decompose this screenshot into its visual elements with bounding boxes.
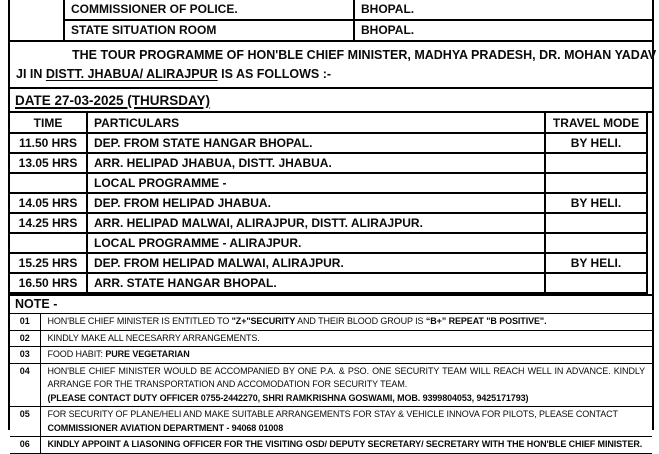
schedule-travel-mode-cell: BY HELI. bbox=[545, 193, 647, 213]
note-text bbox=[40, 407, 652, 437]
schedule-time-cell: 16.50 HRS bbox=[10, 273, 87, 293]
schedule-particulars-cell: ARR. HELIPAD MALWAI, ALIRAJPUR, DISTT. ALIRAJPUR. bbox=[87, 213, 545, 233]
schedule-particulars-cell: LOCAL PROGRAMME - ALIRAJPUR. bbox=[87, 233, 545, 253]
note-text-line: KINDLY MAKE ALL NECESARRY ARRANGEMENTS. bbox=[47, 332, 260, 343]
note-row bbox=[10, 347, 652, 364]
date-heading bbox=[10, 87, 652, 113]
schedule-particulars-cell: DEP. FROM HELIPAD MALWAI, ALIRAJPUR. bbox=[87, 253, 545, 273]
schedule-travel-mode-cell bbox=[545, 173, 647, 193]
note-text bbox=[40, 330, 652, 347]
schedule-time-cell: 13.05 HRS bbox=[10, 153, 87, 173]
schedule-particulars-cell: DEP. FROM STATE HANGAR BHOPAL. bbox=[87, 133, 545, 153]
intro-line-1: THE TOUR PROGRAMME OF HON'BLE CHIEF MINISTER, MADHYA PRADESH, DR. MOHAN YADAV bbox=[72, 48, 657, 62]
schedule-header-row bbox=[10, 113, 647, 133]
schedule-time-cell bbox=[10, 173, 87, 193]
note-number: 06 bbox=[10, 437, 40, 454]
addressee-city-cell: BHOPAL. bbox=[354, 20, 652, 41]
note-text-line: KINDLY APPOINT A LIASONING OFFICER FOR THE VISITING OSD/ DEPUTY SECRETARY/ SECRETARY WITH THE HON'BLE CHIEF MINISTER. bbox=[47, 439, 643, 449]
schedule-row bbox=[10, 133, 647, 153]
schedule-row bbox=[10, 233, 647, 253]
notes-section bbox=[10, 294, 652, 454]
addressee-city-cell: BHOPAL. bbox=[354, 0, 652, 20]
schedule-particulars-cell: DEP. FROM HELIPAD JHABUA. bbox=[87, 193, 545, 213]
date-heading-text: DATE 27-03-2025 (THURSDAY) bbox=[15, 93, 211, 108]
addressee-office-cell: COMMISSIONER OF POLICE. bbox=[64, 0, 354, 20]
note-text-line: HON'BLE CHIEF MINISTER WOULD BE ACCOMPANIED BY ONE P.A. & PSO. ONE SECURITY TEAM WILL REACH WELL IN ADVANCE. KINDLY ARRANGE FOR THE TRANSPORTATION AND ACCOMODATION FOR SECURITY TEAM. bbox=[47, 365, 645, 389]
schedule-time-cell: 14.25 HRS bbox=[10, 213, 87, 233]
note-text-line: COMMISSIONER AVIATION DEPARTMENT - 94068 01008 bbox=[47, 422, 284, 433]
note-number: 02 bbox=[10, 330, 40, 347]
addressee-blank-cell bbox=[10, 0, 64, 41]
schedule-row bbox=[10, 193, 647, 213]
notes-title: NOTE - bbox=[10, 296, 652, 314]
note-text-line: (PLEASE CONTACT DUTY OFFICER 0755-2442270, SHRI RAMKRISHNA GOSWAMI, MOB. 9399804053, 9425171793) bbox=[47, 392, 529, 403]
schedule-header-time: TIME bbox=[10, 113, 87, 133]
schedule-time-cell bbox=[10, 233, 87, 253]
note-text bbox=[40, 437, 652, 454]
intro-line2-prefix: JI IN bbox=[16, 67, 46, 81]
note-text-line: HON'BLE CHIEF MINISTER IS ENTITLED TO "Z+"SECURITY AND THEIR BLOOD GROUP IS “B+” REPEAT "B POSITIVE". bbox=[47, 316, 547, 326]
addressee-office-cell: STATE SITUATION ROOM bbox=[64, 20, 354, 41]
schedule-time-cell: 15.25 HRS bbox=[10, 253, 87, 273]
schedule-travel-mode-cell bbox=[545, 153, 647, 173]
intro-line2-suffix: IS AS FOLLOWS :- bbox=[217, 67, 332, 81]
note-row bbox=[10, 314, 652, 330]
schedule-time-cell: 11.50 HRS bbox=[10, 133, 87, 153]
schedule-header-particulars: PARTICULARS bbox=[87, 113, 545, 133]
document-page bbox=[8, 0, 657, 449]
schedule-travel-mode-cell bbox=[545, 233, 647, 253]
note-number: 05 bbox=[10, 407, 40, 437]
notes-table-body bbox=[10, 314, 652, 453]
schedule-table-body bbox=[10, 133, 647, 293]
note-text-line: FOR SECURITY OF PLANE/HELI AND MAKE SUITABLE ARRANGEMENTS FOR STAY & VEHICLE INNOVA FOR PILOTS, PLEASE CONTACT bbox=[47, 409, 618, 419]
schedule-header-travel-mode: TRAVEL MODE bbox=[545, 113, 647, 133]
notes-table bbox=[10, 314, 652, 454]
schedule-row bbox=[10, 153, 647, 173]
addressee-row bbox=[10, 20, 652, 41]
schedule-row bbox=[10, 253, 647, 273]
note-row bbox=[10, 363, 652, 407]
schedule-table bbox=[10, 113, 648, 294]
note-text-line: FOOD HABIT: PURE VEGETARIAN bbox=[47, 349, 190, 359]
addressee-table bbox=[10, 0, 652, 42]
intro-line-2 bbox=[16, 65, 646, 84]
intro-paragraph bbox=[10, 42, 657, 87]
note-number: 04 bbox=[10, 363, 40, 407]
schedule-particulars-cell: ARR. STATE HANGAR BHOPAL. bbox=[87, 273, 545, 293]
schedule-travel-mode-cell: BY HELI. bbox=[545, 253, 647, 273]
schedule-time-cell: 14.05 HRS bbox=[10, 193, 87, 213]
note-number: 01 bbox=[10, 314, 40, 330]
addressee-row bbox=[10, 0, 652, 20]
note-text bbox=[40, 363, 652, 407]
note-row bbox=[10, 407, 652, 437]
schedule-particulars-cell: ARR. HELIPAD JHABUA, DISTT. JHABUA. bbox=[87, 153, 545, 173]
schedule-row bbox=[10, 173, 647, 193]
schedule-row bbox=[10, 213, 647, 233]
note-number: 03 bbox=[10, 347, 40, 364]
intro-districts-underlined: DISTT. JHABUA/ ALIRAJPUR bbox=[45, 67, 218, 81]
note-text bbox=[40, 347, 652, 364]
schedule-travel-mode-cell: BY HELI. bbox=[545, 133, 647, 153]
schedule-row bbox=[10, 273, 647, 293]
schedule-particulars-cell: LOCAL PROGRAMME - bbox=[87, 173, 545, 193]
note-row bbox=[10, 437, 652, 454]
note-row bbox=[10, 330, 652, 347]
note-text bbox=[40, 314, 652, 330]
schedule-travel-mode-cell bbox=[545, 213, 647, 233]
schedule-travel-mode-cell bbox=[545, 273, 647, 293]
